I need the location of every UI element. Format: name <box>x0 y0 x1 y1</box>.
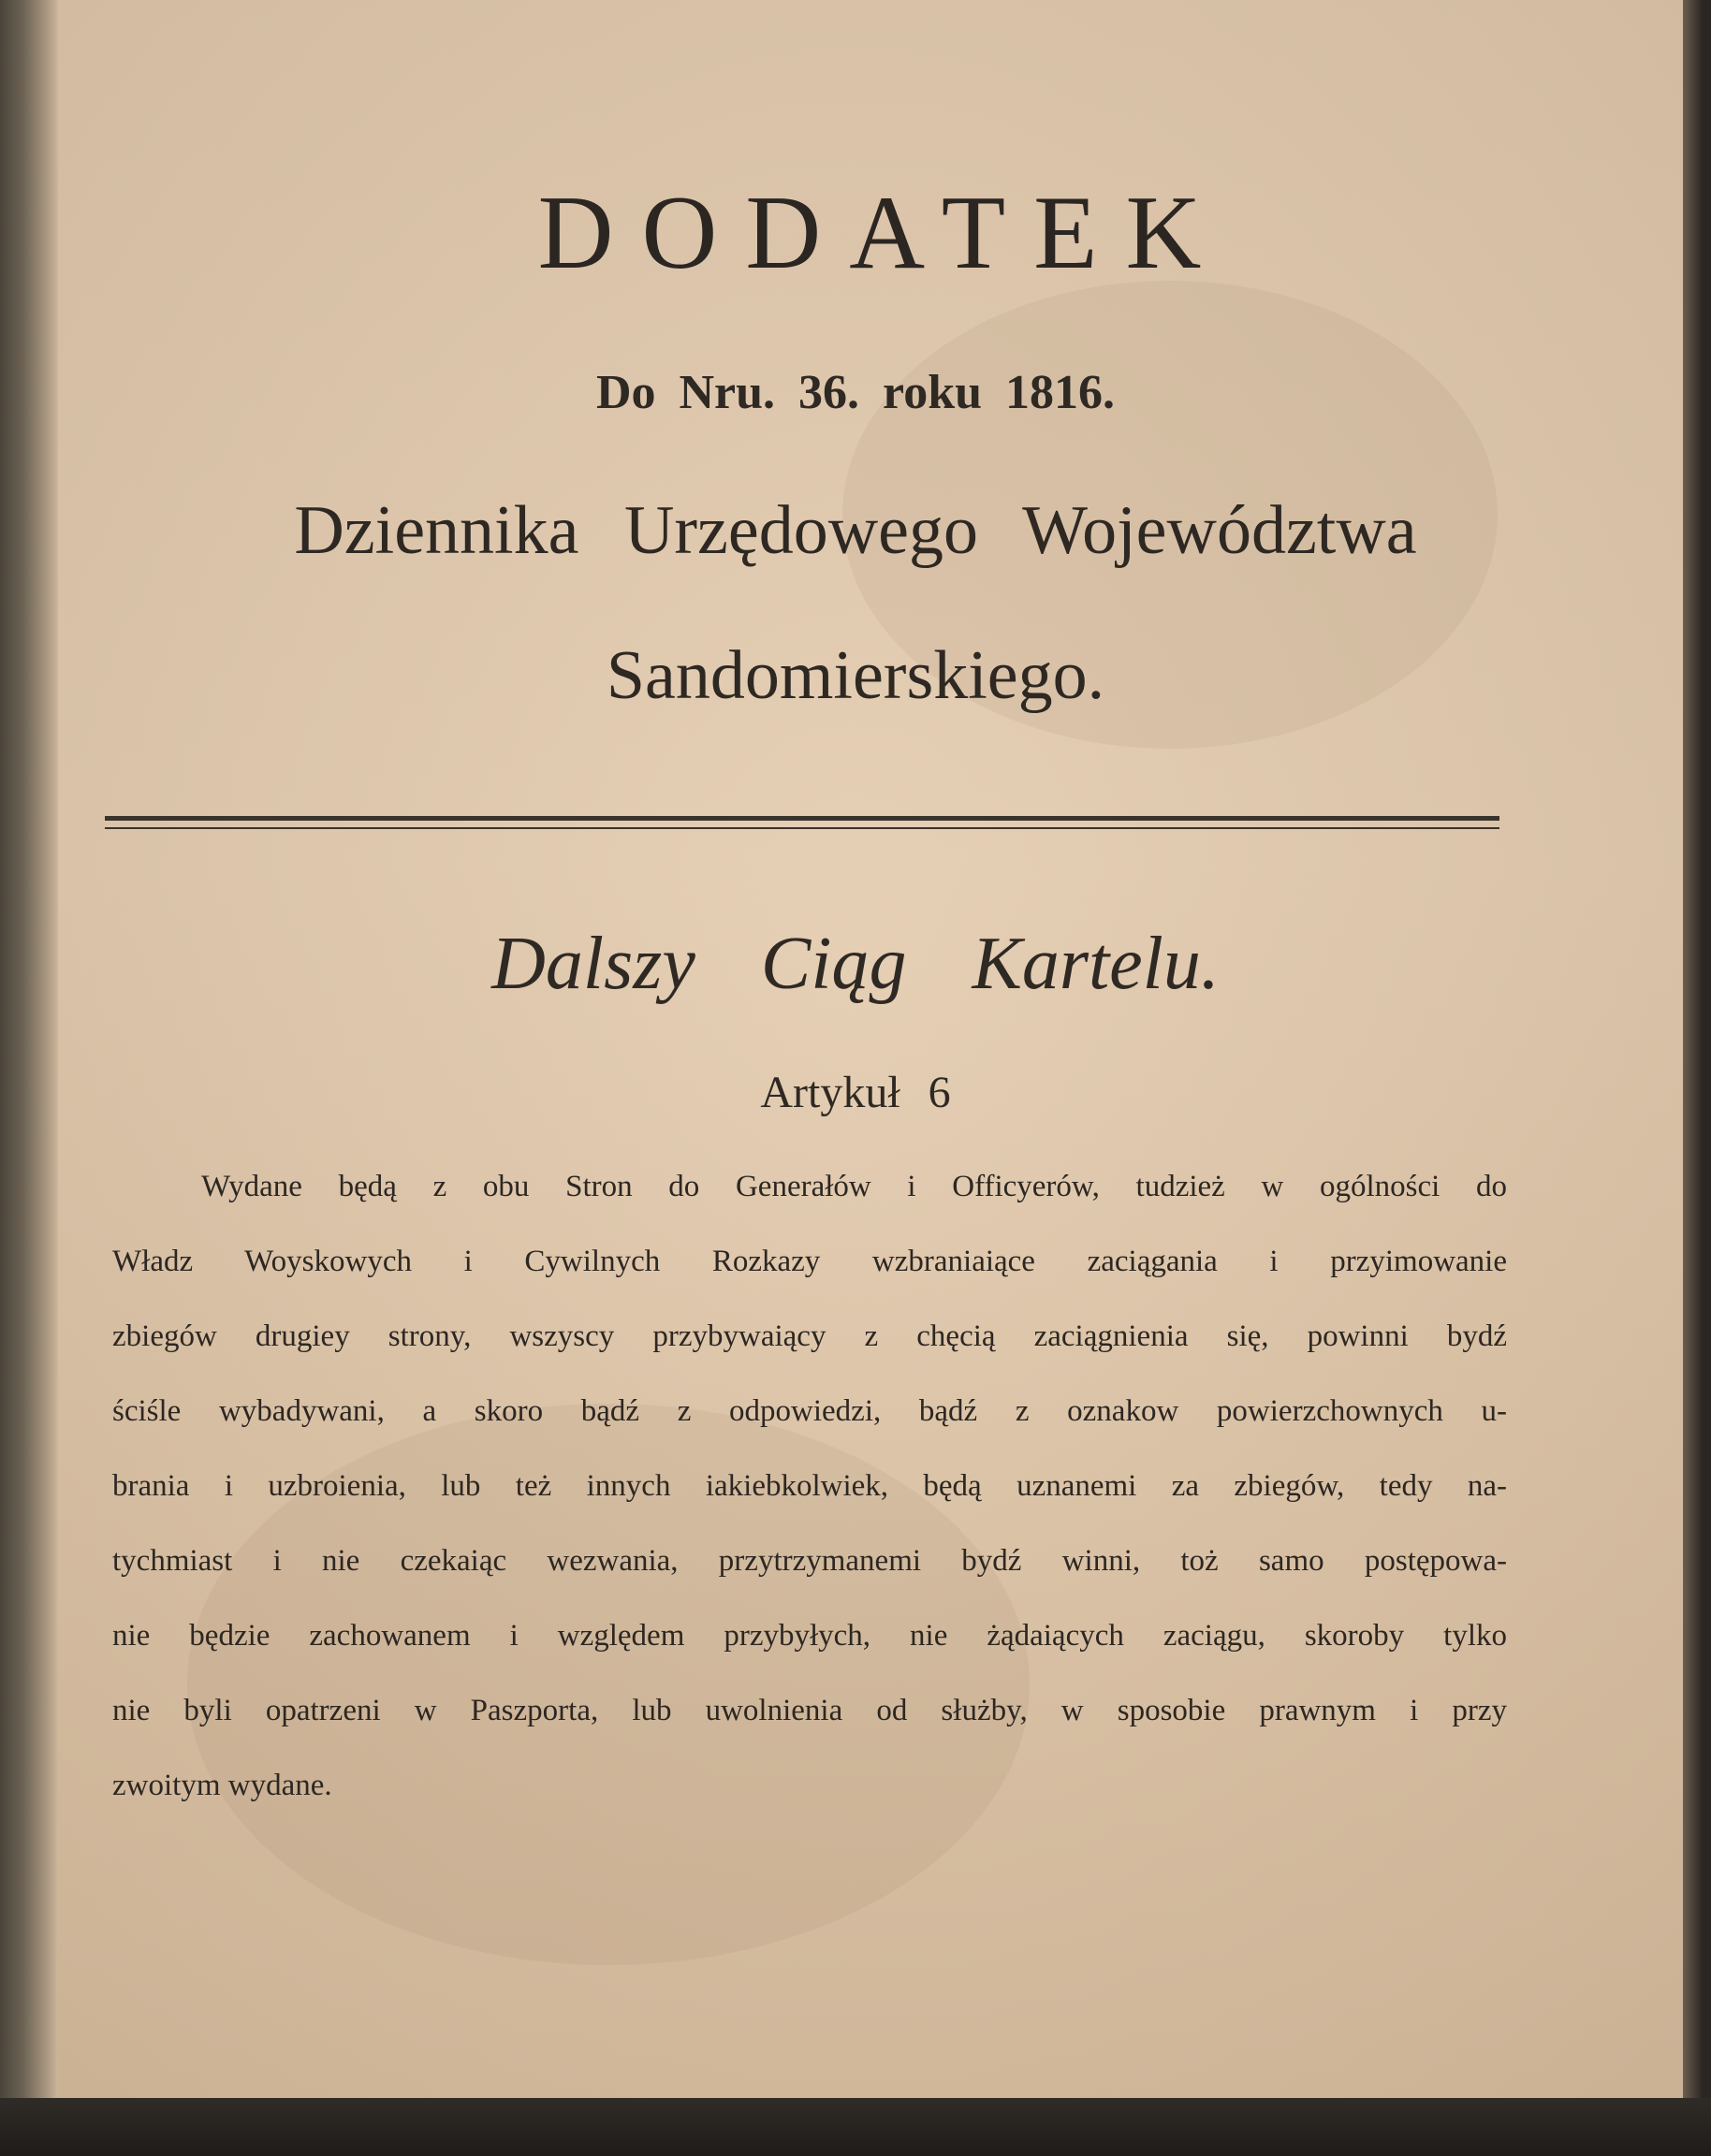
body-line: zwoitym wydane. <box>112 1769 332 1802</box>
issue-line: Do Nru. 36. roku 1816. <box>595 366 1116 419</box>
page-edge-bottom <box>0 2098 1711 2156</box>
body-line: nie byli opatrzeni w Paszporta, lub uwolnienia od służby, w sposobie prawnym i przy <box>112 1694 1507 1727</box>
province-name: Sandomierskiego. <box>606 637 1105 714</box>
header-divider-thin <box>105 827 1499 829</box>
document-title: DODATEK <box>537 175 1230 291</box>
body-line: nie będzie zachowanem i względem przybyłych, nie żądaiących zaciągu, skoroby tylko <box>112 1619 1507 1653</box>
body-line: Wydane będą z obu Stron do Generałów i Officyerów, tudzież w ogólności do <box>201 1170 1507 1203</box>
section-heading: Dalszy Ciąg Kartelu. <box>491 923 1220 1005</box>
article-heading: Artykuł 6 <box>760 1068 951 1117</box>
body-line: zbiegów drugiey strony, wszyscy przybywaiący z chęcią zaciągnienia się, powinni bydź <box>112 1319 1507 1353</box>
body-line: tychmiast i nie czekaiąc wezwania, przytrzymanemi bydź winni, toż samo postępowa- <box>112 1544 1507 1578</box>
body-line: Władz Woyskowych i Cywilnych Rozkazy wzbraniaiące zaciągania i przyimowanie <box>112 1245 1507 1278</box>
header-divider-thick <box>105 816 1499 821</box>
body-line: ściśle wybadywani, a skoro bądź z odpowiedzi, bądź z oznakow powierzchownych u- <box>112 1394 1507 1428</box>
journal-name: Dziennika Urzędowego Województwa <box>294 492 1417 569</box>
body-line: brania i uzbroienia, lub też innych iakiebkolwiek, będą uznanemi za zbiegów, tedy na- <box>112 1469 1507 1503</box>
